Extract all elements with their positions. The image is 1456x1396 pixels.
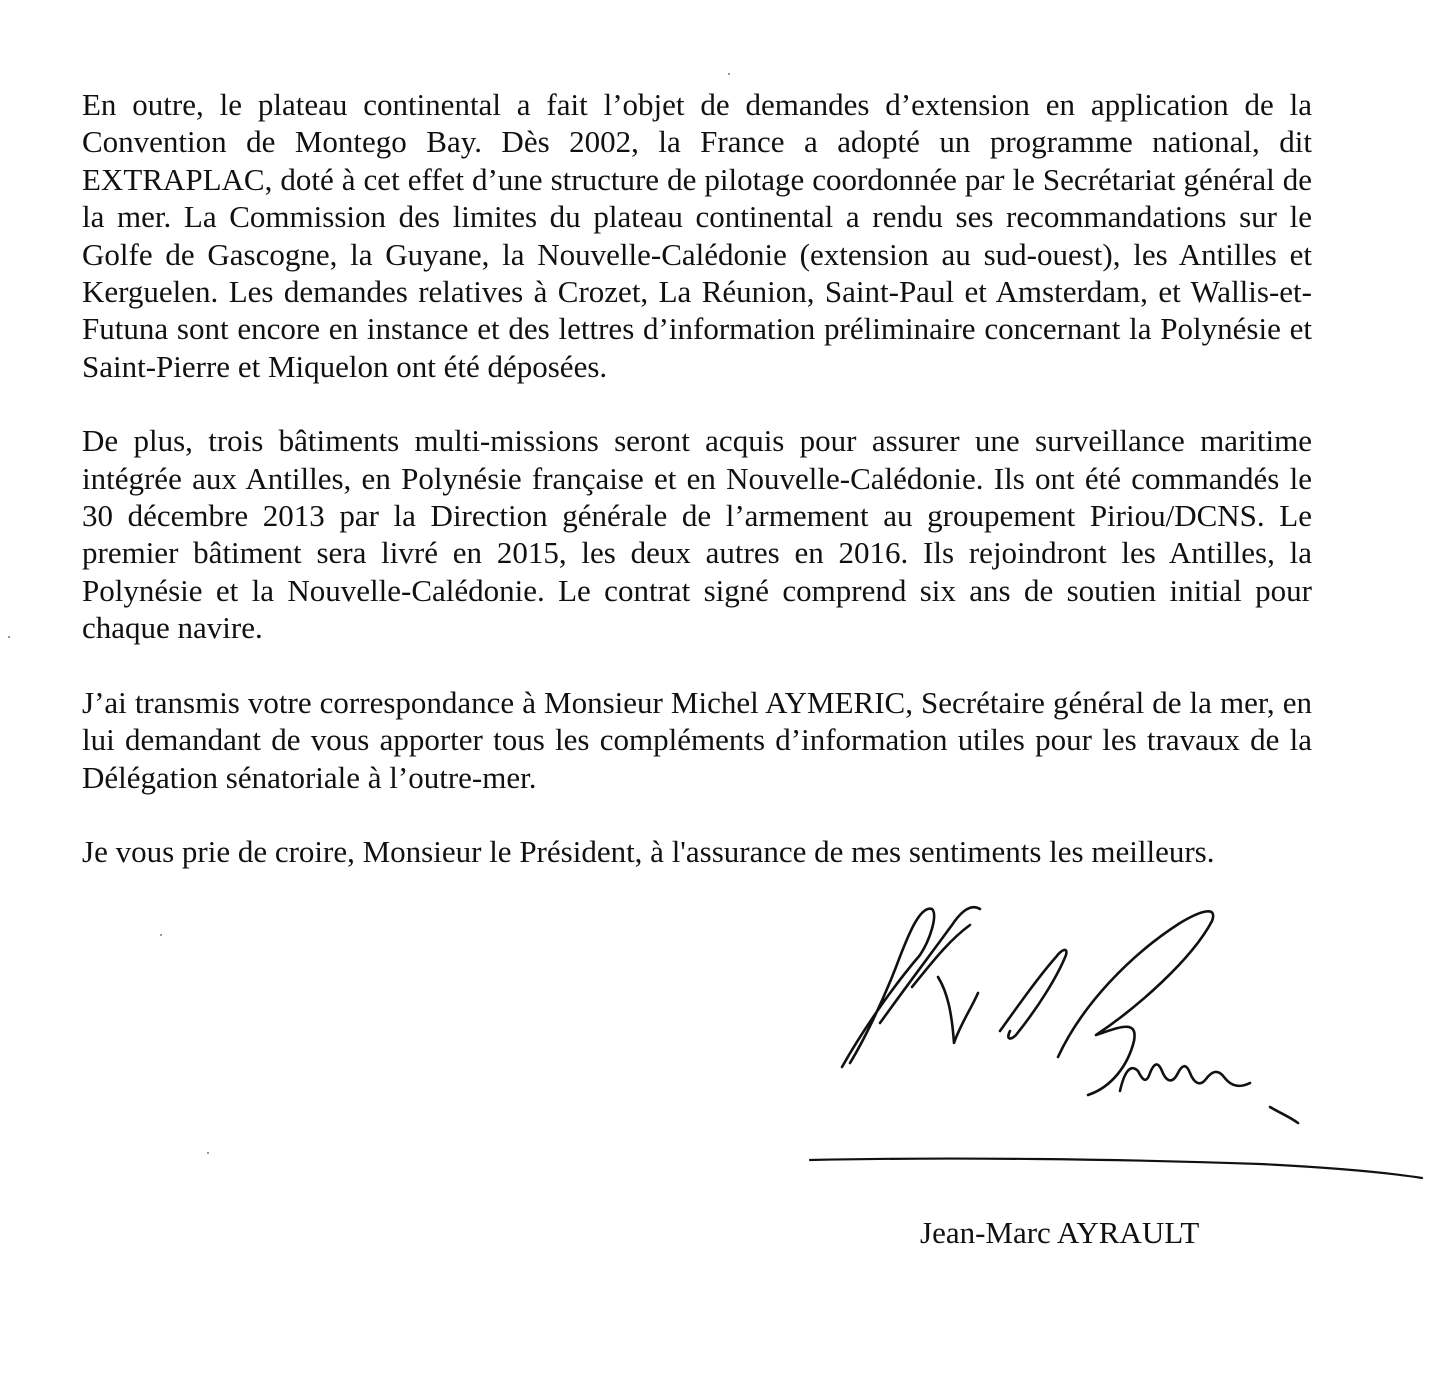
letter-body [82, 86, 1312, 907]
scan-speck [207, 1152, 209, 1154]
closing-formula: Je vous prie de croire, Monsieur le Président, à l'assurance de mes sentiments les meilleurs. [82, 833, 1215, 869]
paragraph-batiments-multi-missions: De plus, trois bâtiments multi-missions seront acquis pour assurer une surveillance maritime intégrée aux Antilles, en Polynésie française et en Nouvelle-Calédonie. Ils ont été commandés le 30 décembre 2013 par la Direction générale de l’armement au groupement Piriou/DCNS. Le premier bâtiment sera livré en 2015, les deux autres en 2016. Ils rejoindront les Antilles, la Polynésie et la Nouvelle-Calédonie. Le contrat signé comprend six ans de soutien initial pour chaque navire. [82, 423, 1312, 646]
scan-speck [160, 934, 162, 936]
scan-speck [728, 73, 730, 75]
paragraph-transmission-correspondance: J’ai transmis votre correspondance à Monsieur Michel AYMERIC, Secrétaire général de la mer, en lui demandant de vous apporter tous les compléments d’information utiles pour les travaux de la Délégation sénatoriale à l’outre-mer. [82, 684, 1312, 795]
signature-line [800, 1140, 1440, 1180]
handwritten-signature [820, 895, 1440, 1135]
scan-speck [8, 636, 10, 638]
paragraph-plateau-continental: En outre, le plateau continental a fait l’objet de demandes d’extension en application de la Convention de Montego Bay. Dès 2002, la France a adopté un programme national, dit EXTRAPLAC, doté à cet effet d’une structure de pilotage coordonnée par le Secrétariat général de la mer. La Commission des limites du plateau continental a rendu ses recommandations sur le Golfe de Gascogne, la Guyane, la Nouvelle-Calédonie (extension au sud-ouest), les Antilles et Kerguelen. Les demandes relatives à Crozet, La Réunion, Saint-Paul et Amsterdam, et Wallis-et-Futuna sont encore en instance et des lettres d’information préliminaire concernant la Polynésie et Saint-Pierre et Miquelon ont été déposées. [82, 87, 1312, 384]
signatory-name: Jean-Marc AYRAULT [920, 1215, 1200, 1250]
